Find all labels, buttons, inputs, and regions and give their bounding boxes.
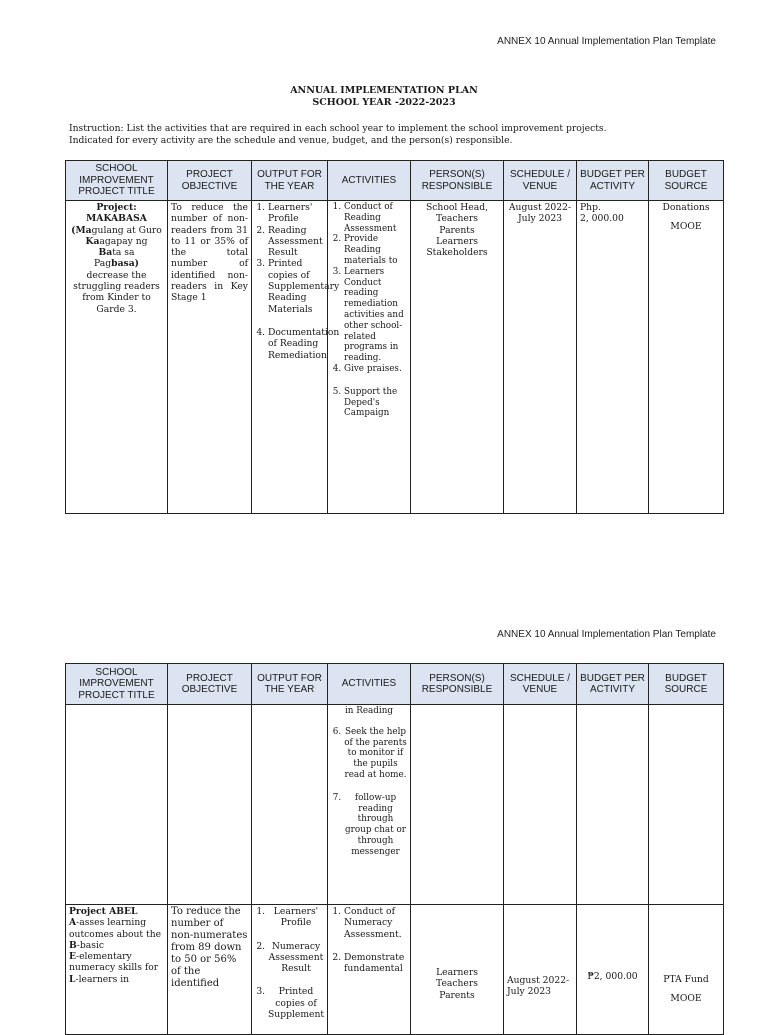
project-objective-cell: [168, 705, 252, 905]
activities-cell: in Reading 6. Seek the help of the parents to monitor if the pupils read at home. 7. follow-up reading through group chat or through messenger: [328, 705, 411, 905]
instruction-text: Instruction: List the activities that are required in each school year to implement the school improvement projects. Indicated for every activity are the schedule and venue, budget, and the person(s) responsible.: [69, 123, 607, 146]
header-objective: PROJECT OBJECTIVE: [168, 664, 252, 705]
plan-table: [65, 160, 724, 514]
budget-source-cell: PTA Fund MOOE: [649, 905, 724, 1035]
activity-item: 1. Conduct of Reading Assessment: [344, 202, 407, 234]
header-schedule: SCHEDULE / VENUE: [504, 664, 577, 705]
header-budget: BUDGET PER ACTIVITY: [577, 161, 649, 201]
header-output: OUTPUT FOR THE YEAR: [252, 664, 328, 705]
output-cell: [252, 905, 328, 1035]
annex-label: ANNEX 10 Annual Implementation Plan Template: [497, 629, 716, 640]
output-item: 4. Documentation of Reading Remediation: [268, 327, 324, 361]
activity-item: 1. Conduct of Numeracy Assessment.: [344, 906, 407, 940]
project-objective-cell: To reduce the number of non-numerates from 89 down to 50 or 56% of the identified: [168, 905, 252, 1035]
output-item: 2. Reading Assessment Result: [268, 225, 324, 259]
header-activities: ACTIVITIES: [328, 161, 411, 201]
budget-source-cell: [649, 705, 724, 905]
header-schedule: SCHEDULE / VENUE: [504, 161, 577, 201]
budget-cell: [577, 705, 649, 905]
budget-source-cell: Donations MOOE: [649, 201, 724, 514]
output-item: 1. Learners' Profile: [268, 906, 324, 929]
activity-item: 4. Give praises.: [344, 364, 407, 375]
activity-item: 3. Learners Conduct reading remediation activities and other school-related programs in reading.: [344, 267, 407, 364]
schedule-cell: August 2022- July 2023: [504, 201, 577, 514]
persons-cell: [411, 705, 504, 905]
header-objective: PROJECT OBJECTIVE: [168, 161, 252, 201]
output-cell: [252, 705, 328, 905]
persons-cell: Learners Teachers Parents: [411, 905, 504, 1035]
table-row: [66, 201, 724, 514]
schedule-cell: [504, 705, 577, 905]
activities-cell: [328, 905, 411, 1035]
table-row: [66, 905, 724, 1035]
activity-item: 2. Demonstrate fundamental: [344, 952, 407, 975]
plan-table-continued: [65, 663, 724, 1035]
project-title-cell: [66, 705, 168, 905]
header-output: OUTPUT FOR THE YEAR: [252, 161, 328, 201]
output-item: 3. Printed copies of Supplementary Reading Materials: [268, 258, 324, 314]
activity-item: 6. Seek the help of the parents to monitor if the pupils read at home.: [344, 727, 407, 781]
activity-item: 2. Provide Reading materials to: [344, 234, 407, 266]
project-title-cell: Project: MAKABASA (Magulang at Guro Kaagapay ng Bata sa Pagbasa) decrease the struggling readers from Kinder to Garde 3.: [66, 201, 168, 514]
header-budget: BUDGET PER ACTIVITY: [577, 664, 649, 705]
activity-item: 5. Support the Deped's Campaign: [344, 387, 407, 419]
header-source: BUDGET SOURCE: [649, 161, 724, 201]
page-title: ANNUAL IMPLEMENTATION PLAN: [290, 85, 478, 96]
header-project-title: SCHOOL IMPROVEMENT PROJECT TITLE: [66, 664, 168, 705]
annex-label: ANNEX 10 Annual Implementation Plan Template: [497, 36, 716, 47]
output-item: 1. Learners' Profile: [268, 202, 324, 225]
header-persons: PERSON(S) RESPONSIBLE: [411, 664, 504, 705]
activities-cell: [328, 201, 411, 514]
header-persons: PERSON(S) RESPONSIBLE: [411, 161, 504, 201]
budget-cell: Php. 2, 000.00: [577, 201, 649, 514]
header-source: BUDGET SOURCE: [649, 664, 724, 705]
output-item: 2. Numeracy Assessment Result: [268, 941, 324, 975]
budget-cell: ₱2, 000.00: [577, 905, 649, 1035]
header-activities: ACTIVITIES: [328, 664, 411, 705]
output-cell: [252, 201, 340, 514]
project-title-cell: Project ABEL A-asses learning outcomes about the B-basic E-elementary numeracy skills for L-learners in: [66, 905, 168, 1035]
project-objective-cell: To reduce the number of non-readers from 31 to 11 or 35% of the total number of identified non-readers in Key Stage 1: [168, 201, 252, 514]
title-block: [0, 85, 768, 109]
persons-cell: School Head, Teachers Parents Learners Stakeholders: [411, 201, 504, 514]
output-item: 3. Printed copies of Supplement: [268, 986, 324, 1020]
schedule-cell: August 2022-July 2023: [504, 905, 577, 1035]
school-year: SCHOOL YEAR -2022-2023: [312, 97, 456, 108]
table-row: [66, 705, 724, 905]
activity-item: 7. follow-up reading through group chat or through messenger: [344, 793, 407, 858]
header-project-title: SCHOOL IMPROVEMENT PROJECT TITLE: [66, 161, 168, 201]
